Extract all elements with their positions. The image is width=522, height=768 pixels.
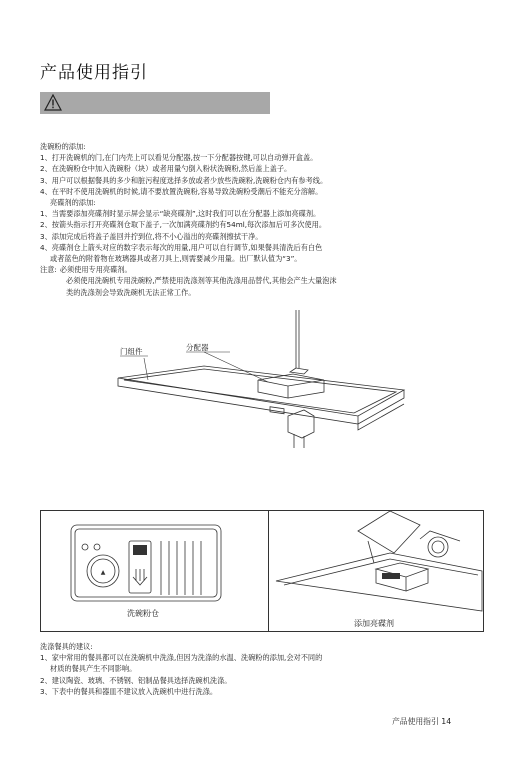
rinse-item-2: 2、按箭头指示打开亮碟剂仓取下盖子,一次加满亮碟剂约有54ml,每次添加后可多次使用。 <box>40 220 327 230</box>
rinse-item-1: 1、当需要添加亮碟剂时显示屏会显示“缺亮碟剂”,这时我们可以在分配器上添加亮碟剂。 <box>40 209 321 219</box>
figure-divider <box>268 510 269 632</box>
add-rinse-aid-figure <box>270 511 483 631</box>
add-rinse-aid-caption: 添加亮碟剂 <box>354 619 394 628</box>
powder-heading: 洗碗粉的添加: <box>40 142 86 151</box>
page-footer: 产品使用指引 14 <box>392 717 452 726</box>
add-rinse-aid-drawing <box>270 511 483 631</box>
rinse-item-3: 3、添加完成后将盖子盖回并拧到位,将不小心溢出的亮碟剂擦拭干净。 <box>40 231 263 241</box>
tableware-heading: 洗涤餐具的建议: <box>40 642 93 651</box>
tableware-item-3: 3、下表中的餐具和器皿不建议放入洗碗机中进行洗涤。 <box>40 686 218 696</box>
door-dispenser-drawing <box>108 308 414 466</box>
note-label <box>40 264 337 275</box>
warning-bar <box>40 92 270 114</box>
door-assembly-label: 门组件 <box>120 347 143 356</box>
powder-item-1: 1、打开洗碗机的门,在门内壳上可以看见分配器,按一下分配器按键,可以自动弹开盒盖。 <box>40 153 318 163</box>
powder-item-4: 4、在平时不使用洗碗机的时候,请不要放置洗碗粉,容易导致洗碗粉受潮后不能充分溶解。 <box>40 186 323 196</box>
note-line-3: 类的洗涤剂会导致洗碗机无法正常工作。 <box>66 287 196 297</box>
powder-item-2: 2、在洗碗粉仓中加入洗碗粉（块）或者用量勺倒入粉状洗碗粉,然后盖上盖子。 <box>40 164 292 174</box>
tableware-item-2: 2、建议陶瓷、玻璃、不锈钢、铝制品餐具选择洗碗机洗涤。 <box>40 675 232 685</box>
tableware-item-1-cont: 材质的餐具产生不同影响。 <box>50 664 137 674</box>
rinse-heading: 亮碟剂的添加: <box>50 198 96 208</box>
warning-triangle-icon <box>44 94 62 111</box>
tableware-item-1: 1、家中常用的餐具都可以在洗碗机中洗涤,但因为洗涤的水温、洗碗粉的添加,会对不同的 <box>40 653 323 663</box>
powder-section <box>40 141 337 298</box>
powder-compartment-caption: 洗碗粉仓 <box>127 609 159 618</box>
svg-text:▲: ▲ <box>100 569 106 576</box>
rinse-item-4-cont: 或者蓝色的附着物在玻璃器具或者刀具上,则需要减少用量。出厂默认值为“3”。 <box>50 254 302 264</box>
note-line-1: 必须使用专用亮碟剂。 <box>59 265 132 275</box>
note-line-2: 必须使用洗碗机专用洗碗粉,严禁使用洗涤剂等其他洗涤用品替代,其他会产生大量泡沫 <box>66 276 337 286</box>
tableware-section <box>40 641 322 697</box>
powder-item-3: 3、用户可以根据餐具的多少和脏污程度选择多放或者少放些洗碗粉,洗碗粉仓内有参考线。 <box>40 175 328 185</box>
rinse-item-4: 4、亮碟剂仓上箭头对应的数字表示每次的用量,用户可以自行调节,如果餐具清洗后有白色 <box>40 242 323 252</box>
door-dispenser-illustration <box>108 308 414 466</box>
powder-compartment-figure <box>41 511 239 631</box>
note-label-text: 注意: <box>40 265 57 275</box>
dispenser-label: 分配器 <box>186 343 209 352</box>
page-title: 产品使用指引 <box>40 63 148 83</box>
